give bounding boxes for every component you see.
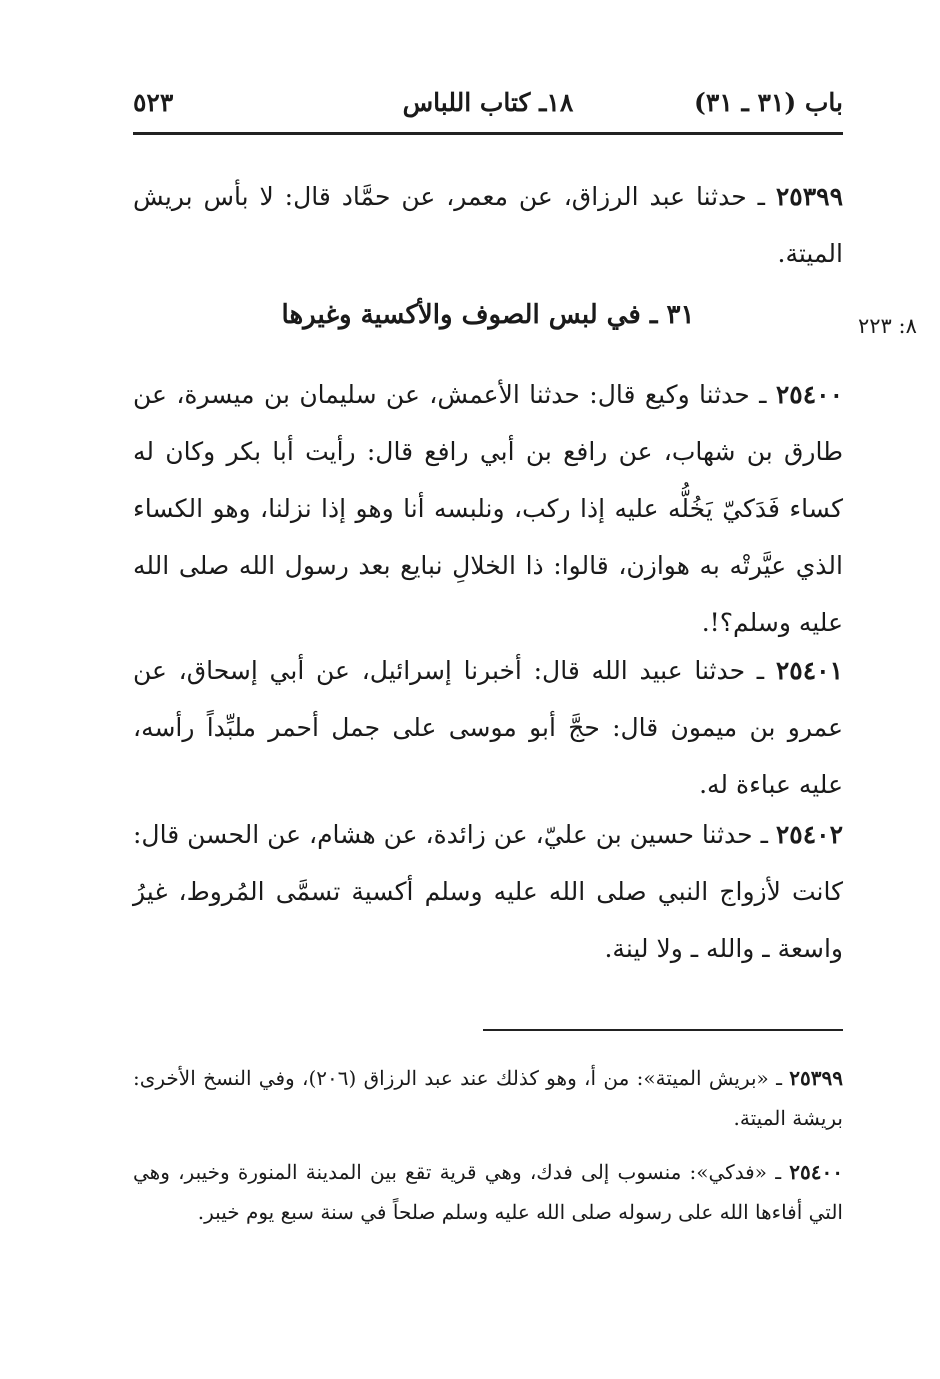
hadith-text: ـ حدثنا عبيد الله قال: أخبرنا إسرائيل، عن أبي إسحاق، عن عمرو بن ميمون قال: حجَّ أبو موسى على جمل أحمر ملبِّداً رأسه، عليه عباءة له. (133, 656, 843, 799)
section-title: ٣١ ـ في لبس الصوف والأكسية وغيرها (281, 300, 695, 330)
footnote-divider (483, 1029, 843, 1031)
hadith-text: ـ حدثنا حسين بن عليّ، عن زائدة، عن هشام، عن الحسن قال: كانت لأزواج النبي صلى الله عليه وسلم أكسية تسمَّى المُروط، غيرُ واسعة ـ والله ـ ولا لينة. (133, 820, 843, 963)
hadith-25401 (133, 642, 843, 813)
footnote-text: ـ «بريش الميتة»: من أ، وهو كذلك عند عبد الرزاق (٢٠٦)، وفي النسخ الأخرى: بريشة الميتة. (133, 1066, 843, 1130)
margin-volume-reference: ٨: ٢٢٣ (858, 314, 917, 338)
book-title: ١٨ـ كتاب اللباس (402, 88, 574, 117)
hadith-number: ٢٥٤٠١ (775, 656, 843, 685)
footnote-text: ـ «فدكي»: منسوب إلى فدك، وهي قرية تقع بين المدينة المنورة وخيبر، وهي التي أفاءها الله على رسوله صلى الله عليه وسلم صلحاً في سنة سبع يوم خيبر. (133, 1160, 843, 1224)
footnote-number: ٢٥٣٩٩ (789, 1066, 843, 1090)
footnote-25400 (133, 1152, 843, 1232)
hadith-25400 (133, 366, 843, 651)
footnote-25399 (133, 1058, 843, 1138)
hadith-text: ـ حدثنا وكيع قال: حدثنا الأعمش، عن سليمان بن ميسرة، عن طارق بن شهاب، عن رافع بن أبي رافع قال: رأيت أبا بكر وكان له كساء فَدَكيّ يَخُلُّه عليه إذا ركب، ونلبسه أنا وهو إذا نزلنا، وهو الكساء الذي عيَّرتْه به هوازن، قالوا: ذا الخلالِ نبايع بعد رسول الله صلى الله عليه وسلم؟!. (133, 380, 843, 637)
footnote-number: ٢٥٤٠٠ (789, 1160, 843, 1184)
chapter-reference: باب (٣١ ـ ٣١) (694, 88, 843, 117)
hadith-25399 (133, 168, 843, 282)
hadith-number: ٢٥٣٩٩ (775, 182, 843, 211)
header-divider (133, 132, 843, 135)
hadith-number: ٢٥٤٠٢ (775, 820, 843, 849)
hadith-number: ٢٥٤٠٠ (775, 380, 843, 409)
page-number: ٥٢٣ (133, 88, 174, 117)
hadith-text: ـ حدثنا عبد الرزاق، عن معمر، عن حمَّاد قال: لا بأس بريش الميتة. (133, 182, 843, 268)
hadith-25402 (133, 806, 843, 977)
page-header (133, 88, 843, 132)
